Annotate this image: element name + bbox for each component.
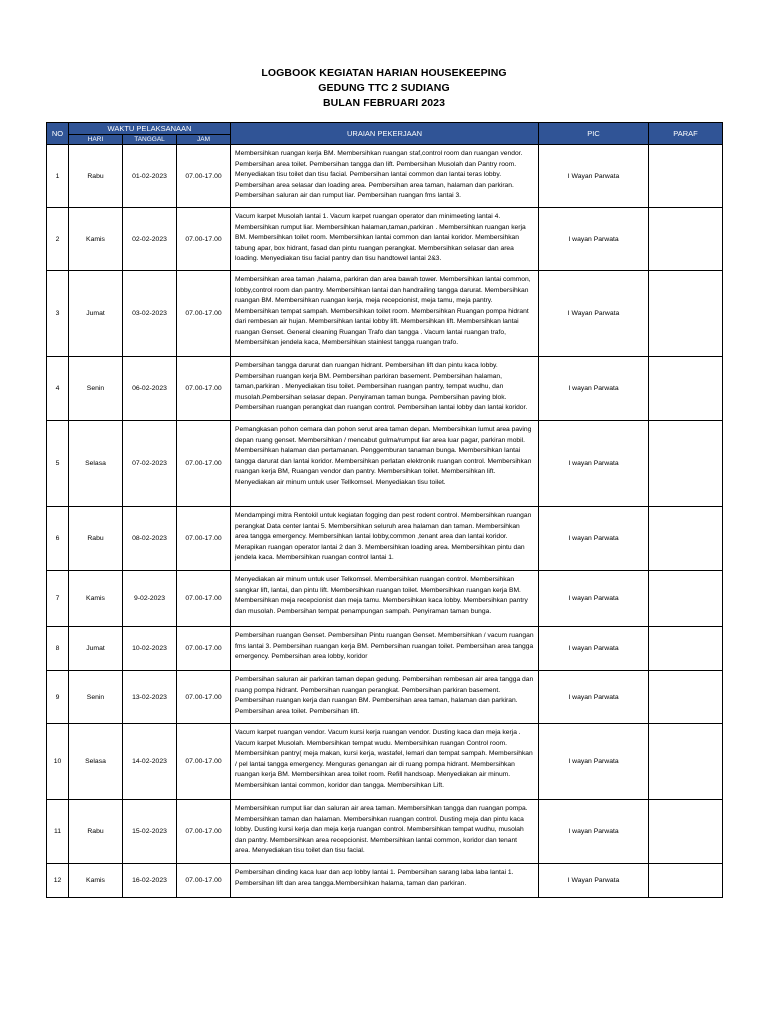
row-number: 8 <box>47 627 69 671</box>
row-day: Selasa <box>69 724 123 800</box>
row-description: Pembersihan ruangan Genset. Pembersihan Pintu ruangan Genset. Membersihkan / vacum ruangan fms lantai 3. Pembersihan ruangan kerja BM. Pembersihan ruangan toilet. Pembersihan area tangga emergency. Pembersihan area lobby, koridor <box>231 627 539 671</box>
table-row <box>47 357 723 421</box>
row-pic: I Wayan Parwata <box>539 145 649 208</box>
col-paraf-header: PARAF <box>649 123 723 145</box>
row-time: 07.00-17.00 <box>177 864 231 898</box>
row-description: Pembersihan tangga darurat dan ruangan hidrant. Pembersihan lift dan pintu kaca lobby. Pembersihan ruangan kerja BM. Pembersihan parkiran basement. Pembersihan halaman, taman,parkiran . Menyediakan tisu toilet. Pembersihan ruangan pantry, tempat wudhu, dan musolah.Pembersihan selasar depan. Penyiraman taman bunga. Pembersihan paving blok. Pembersihan ruangan perangkat dan ruangan control. Pembersihan lantai lobby dan lantai koridor. <box>231 357 539 421</box>
table-row <box>47 800 723 864</box>
row-pic: I wayan Parwata <box>539 357 649 421</box>
row-time: 07.00-17.00 <box>177 145 231 208</box>
col-pic-header: PIC <box>539 123 649 145</box>
row-pic: I wayan Parwata <box>539 571 649 627</box>
row-day: Senin <box>69 671 123 724</box>
document-header <box>0 66 768 111</box>
row-paraf <box>649 671 723 724</box>
row-description: Pembersihan saluran air parkiran taman depan gedung. Pembersihan rembesan air area tangga dan ruang pompa hidrant. Pembersihan ruangan perangkat. Pembersihan parkiran basement. Pembersihan ruangan kerja dan ruangan BM. Pembersihan area taman, halaman dan parkiran. Pembersihan area toilet. Pembersihan lift. <box>231 671 539 724</box>
row-description: Membersihkan area taman ,halama, parkiran dan area bawah tower. Membersihkan lantai common, lobby,control room dan pantry. Membersihkan lantai dan handrailing tangga darurat. Membersihkan ruangan BM. Membersihkan ruangan kerja, meja recepcionist, meja tamu, meja pantry. Membersihkan tempat sampah. Membersihkan toilet room. Membersihkan Ruangan pompa hidrant dari rembesan air hujan. Membersihkan lantai lobby lift. Membersihkan lift. Membersihkan lantai ruangan Genset. General cleaning Ruangan Trafo dan tangga . Vacum lantai ruangan trafo, Membersihkan jendela kaca, Membersihkan stainlest tangga ruangan trafo. <box>231 271 539 357</box>
row-pic: I wayan Parwata <box>539 507 649 571</box>
row-number: 9 <box>47 671 69 724</box>
row-day: Senin <box>69 357 123 421</box>
row-paraf <box>649 571 723 627</box>
row-paraf <box>649 627 723 671</box>
row-date: 10-02-2023 <box>123 627 177 671</box>
row-day: Kamis <box>69 864 123 898</box>
row-description: Membersihkan rumput liar dan saluran air area taman. Membersihkan tangga dan ruangan pompa. Membersihkan taman dan halaman. Membersihkan ruangan control. Dusting meja dan pintu kaca lobby. Dusting kursi kerja dan meja kerja ruangan control. Membersihkan tempat wudhu, musolah dan pantry. Membersihkan area recepcionist. Membersihkan lantai common, koridor dan tenant area. Menyediakan tisu toilet dan tisu facial. <box>231 800 539 864</box>
row-description: Mendampingi mitra Rentokil untuk kegiatan fogging dan pest rodent control. Membersihkan ruangan perangkat Data center lantai 5. Membersihkan seluruh area halaman dan taman. Membersihkan area tangga emergency. Membersihkan lantai lobby,common ,tenant area dan lantai koridor. Merapikan ruangan operator lantai 2 dan 3. Membersihkan loading area. Membersihkan pintu dan jendela kaca. Membersihkan ruangan control lantai 1. <box>231 507 539 571</box>
logbook-table <box>46 122 723 898</box>
row-pic: I wayan Parwata <box>539 627 649 671</box>
building-name: GEDUNG TTC 2 SUDIANG <box>318 82 450 94</box>
row-pic: I wayan Parwata <box>539 208 649 271</box>
row-paraf <box>649 800 723 864</box>
table-row <box>47 724 723 800</box>
period: BULAN FEBRUARI 2023 <box>322 97 446 109</box>
col-waktu-header: WAKTU PELAKSANAAN <box>69 123 231 135</box>
row-number: 12 <box>47 864 69 898</box>
row-number: 7 <box>47 571 69 627</box>
row-pic: I wayan Parwata <box>539 800 649 864</box>
row-description: Vacum karpet Musolah lantai 1. Vacum karpet ruangan operator dan minimeeting lantai 4. Membersihkan rumput liar. Membersihkan halaman,taman,parkiran . Membersihkan ruangan kerja BM. Membersihkan toilet room. Membersihkan lantai common dan lantai koridor. Membersihkan tabung apar, box hidrant, fasad dan pintu ruangan perangkat. Membersihkan selasar dan area loading. Menyediakan tisu facial pantry dan tisu handtowel lantai 2&3. <box>231 208 539 271</box>
row-description: Vacum karpet ruangan vendor. Vacum kursi kerja ruangan vendor. Dusting kaca dan meja kerja . Vacum karpet Musolah. Membersihkan tempat wudu. Membersihkan ruangan Control room. Membersihkan pantry( meja makan, kursi kerja, wastafel, lemari dan tempat sampah. Membersihkan / pel lantai tangga emergency. Menguras genangan air di ruang pompa hidrant. Membersihkan ruangan kerja BM. Membersihkan area toilet room. Refill handsoap. Menyediakan air minum. Membersihkan lantai common, koridor dan tangga. Membersihkan Lift. <box>231 724 539 800</box>
row-number: 4 <box>47 357 69 421</box>
row-paraf <box>649 864 723 898</box>
row-number: 11 <box>47 800 69 864</box>
row-time: 07.00-17.00 <box>177 571 231 627</box>
row-date: 02-02-2023 <box>123 208 177 271</box>
row-time: 07.00-17.00 <box>177 421 231 507</box>
col-no-header: NO <box>47 123 69 145</box>
col-hari-header: HARI <box>69 135 123 145</box>
row-date: 06-02-2023 <box>123 357 177 421</box>
row-number: 3 <box>47 271 69 357</box>
row-pic: I Wayan Parwata <box>539 864 649 898</box>
row-description: Pemangkasan pohon cemara dan pohon serut area taman depan. Membersihkan lumut area paving depan ruang genset. Membersihkan / mencabut gulma/rumput liar area luar pagar, parkiran mobil. Membersihkan halaman dan pertamanan. Penggemburan tanaman bunga. Membersihkan lantai tangga darurat dan lantai koridor. Membersihkan perlatan elektronik ruangan control. Membersihkan ruangan kerja BM, Ruangan vendor dan pantry. Membersihkan toilet. Membersihkan lift. Menyediakan air minum untuk user Tellkomsel. Menyediakan tisu toilet. <box>231 421 539 507</box>
row-description: Pembersihan dinding kaca luar dan acp lobby lantai 1. Pembersihan sarang laba laba lantai 1. Pembersihan lift dan area tangga.Membersihkan halama, taman dan parkiran. <box>231 864 539 898</box>
table-row <box>47 421 723 507</box>
row-number: 2 <box>47 208 69 271</box>
row-number: 10 <box>47 724 69 800</box>
row-day: Kamis <box>69 571 123 627</box>
row-time: 07.00-17.00 <box>177 724 231 800</box>
table-row <box>47 627 723 671</box>
table-header <box>47 123 723 145</box>
table-row <box>47 571 723 627</box>
row-time: 07.00-17.00 <box>177 800 231 864</box>
row-pic: I wayan Parwata <box>539 671 649 724</box>
table-row <box>47 671 723 724</box>
row-time: 07.00-17.00 <box>177 507 231 571</box>
row-date: 16-02-2023 <box>123 864 177 898</box>
row-paraf <box>649 421 723 507</box>
row-date: 14-02-2023 <box>123 724 177 800</box>
row-time: 07.00-17.00 <box>177 271 231 357</box>
row-pic: I wayan Parwata <box>539 421 649 507</box>
row-date: 08-02-2023 <box>123 507 177 571</box>
row-paraf <box>649 357 723 421</box>
row-description: Membersihkan ruangan kerja BM. Membersihkan ruangan staf,control room dan ruangan vendor. Pembersihan area toilet. Pembersihan tangga dan lift. Pembersihan Musolah dan Pantry room. Menyediakan tisu toilet dan tisu facial. Pembersihan lantai common dan lantai teras lobby. Pembersihan area selasar dan loading area. Pembersihan area taman, halaman dan parkiran. Pembersihan saluran air dan rumput liar. Pembersihan ruangan fms lantai 3. <box>231 145 539 208</box>
table-row <box>47 864 723 898</box>
row-number: 6 <box>47 507 69 571</box>
row-time: 07.00-17.00 <box>177 357 231 421</box>
row-day: Kamis <box>69 208 123 271</box>
table-row <box>47 208 723 271</box>
row-date: 01-02-2023 <box>123 145 177 208</box>
row-paraf <box>649 724 723 800</box>
row-pic: I Wayan Parwata <box>539 271 649 357</box>
row-day: Selasa <box>69 421 123 507</box>
row-day: Rabu <box>69 145 123 208</box>
row-date: 07-02-2023 <box>123 421 177 507</box>
row-day: Rabu <box>69 507 123 571</box>
row-paraf <box>649 145 723 208</box>
table-row <box>47 271 723 357</box>
row-number: 5 <box>47 421 69 507</box>
row-paraf <box>649 507 723 571</box>
row-paraf <box>649 208 723 271</box>
row-number: 1 <box>47 145 69 208</box>
row-day: Jumat <box>69 627 123 671</box>
row-description: Menyediakan air minum untuk user Telkomsel. Membersihkan ruangan control. Membersihkan sangkar lift, lantai, dan pintu lift. Membersihkan ruangan toilet. Membersihkan ruangan kerja BM. Membersihkan meja recepcionist dan meja tamu. Membersihkan kaca lobby. Membersihkan pantry dan musolah. Pembersihan tempat penampungan sampah. Penyiraman taman bunga. <box>231 571 539 627</box>
row-time: 07.00-17.00 <box>177 208 231 271</box>
document-title: LOGBOOK KEGIATAN HARIAN HOUSEKEEPING <box>261 67 507 79</box>
row-paraf <box>649 271 723 357</box>
row-pic: I wayan Parwata <box>539 724 649 800</box>
col-jam-header: JAM <box>177 135 231 145</box>
table-row <box>47 507 723 571</box>
col-tanggal-header: TANGGAL <box>123 135 177 145</box>
row-day: Jumat <box>69 271 123 357</box>
row-time: 07.00-17.00 <box>177 627 231 671</box>
row-time: 07.00-17.00 <box>177 671 231 724</box>
row-date: 15-02-2023 <box>123 800 177 864</box>
table-row <box>47 145 723 208</box>
col-uraian-header: URAIAN PEKERJAAN <box>231 123 539 145</box>
row-date: 9-02-2023 <box>123 571 177 627</box>
row-day: Rabu <box>69 800 123 864</box>
row-date: 13-02-2023 <box>123 671 177 724</box>
table-body <box>47 145 723 898</box>
row-date: 03-02-2023 <box>123 271 177 357</box>
